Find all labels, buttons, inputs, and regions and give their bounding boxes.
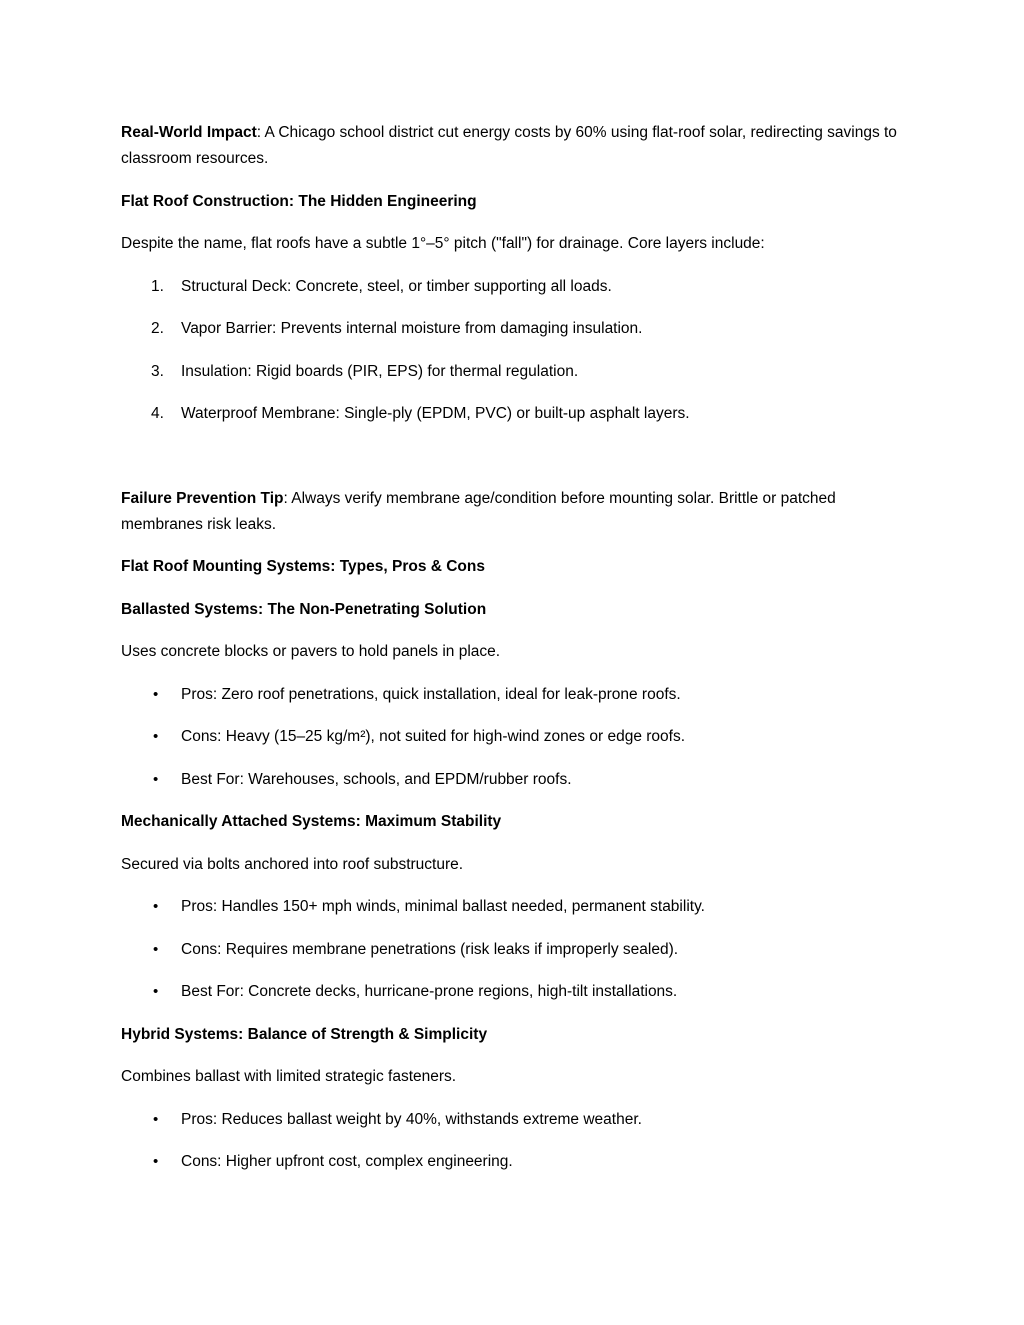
list-item [121, 724, 921, 750]
list-item [121, 682, 921, 708]
list-item [121, 274, 921, 300]
bullet-icon: • [153, 685, 159, 703]
bullet-icon: • [153, 1110, 159, 1128]
list-item [121, 401, 921, 427]
layers-list [121, 274, 921, 428]
hybrid-list [121, 1107, 921, 1176]
list-item [121, 316, 921, 342]
list-number: 4. [151, 405, 164, 422]
bullet-icon: • [153, 1153, 159, 1170]
list-item-text: Vapor Barrier: Prevents internal moisture from damaging insulation. [181, 320, 643, 337]
tip-text: : Always verify membrane age/condition before mounting solar. Brittle or patched membranes risk leaks. [121, 489, 836, 533]
list-number: 2. [151, 320, 164, 337]
impact-paragraph [121, 120, 921, 172]
tip-label: Failure Prevention Tip [121, 489, 284, 507]
mechanical-heading: Mechanically Attached Systems: Maximum Stability [121, 813, 502, 830]
list-number: 1. [151, 277, 164, 295]
list-item-text: Pros: Handles 150+ mph winds, minimal ballast needed, permanent stability. [181, 898, 705, 915]
bullet-icon: • [153, 770, 159, 788]
hybrid-heading: Hybrid Systems: Balance of Strength & Simplicity [121, 1025, 488, 1043]
ballasted-heading: Ballasted Systems: The Non-Penetrating Solution [121, 600, 487, 618]
bullet-icon: • [153, 940, 159, 958]
tip-paragraph [121, 486, 921, 538]
construction-intro: Despite the name, flat roofs have a subtle 1°–5° pitch ("fall") for drainage. Core layers include: [121, 235, 765, 252]
list-item-text: Best For: Concrete decks, hurricane-prone regions, high-tilt installations. [181, 983, 678, 1000]
ballasted-intro: Uses concrete blocks or pavers to hold panels in place. [121, 643, 501, 660]
document-page [121, 120, 921, 1192]
list-item [121, 937, 921, 963]
list-item-text: Waterproof Membrane: Single-ply (EPDM, PVC) or built-up asphalt layers. [181, 405, 690, 422]
ballasted-list [121, 682, 921, 793]
list-item-text: Cons: Heavy (15–25 kg/m²), not suited for high-wind zones or edge roofs. [181, 728, 686, 745]
mounting-heading: Flat Roof Mounting Systems: Types, Pros & Cons [121, 558, 485, 575]
hybrid-intro: Combines ballast with limited strategic fasteners. [121, 1068, 457, 1085]
list-item-text: Best For: Warehouses, schools, and EPDM/rubber roofs. [181, 770, 572, 788]
list-item-text: Structural Deck: Concrete, steel, or timber supporting all loads. [181, 277, 612, 295]
list-item [121, 1107, 921, 1133]
construction-heading: Flat Roof Construction: The Hidden Engineering [121, 192, 477, 210]
impact-label: Real-World Impact [121, 124, 257, 141]
list-item [121, 979, 921, 1005]
list-item [121, 767, 921, 793]
list-item [121, 359, 921, 385]
list-item-text: Pros: Zero roof penetrations, quick installation, ideal for leak-prone roofs. [181, 685, 681, 703]
mechanical-intro: Secured via bolts anchored into roof substructure. [121, 855, 464, 873]
impact-text: : A Chicago school district cut energy costs by 60% using flat-roof solar, redirecting savings to classroom resources. [121, 124, 897, 167]
list-item [121, 894, 921, 920]
list-item-text: Pros: Reduces ballast weight by 40%, withstands extreme weather. [181, 1110, 642, 1128]
spacer [121, 444, 921, 486]
list-item-text: Cons: Higher upfront cost, complex engineering. [181, 1153, 513, 1170]
bullet-icon: • [153, 898, 159, 915]
list-number: 3. [151, 362, 164, 380]
list-item [121, 1149, 921, 1175]
list-item-text: Cons: Requires membrane penetrations (risk leaks if improperly sealed). [181, 940, 679, 958]
bullet-icon: • [153, 983, 159, 1000]
list-item-text: Insulation: Rigid boards (PIR, EPS) for thermal regulation. [181, 362, 579, 380]
mechanical-list [121, 894, 921, 1005]
bullet-icon: • [153, 728, 159, 745]
